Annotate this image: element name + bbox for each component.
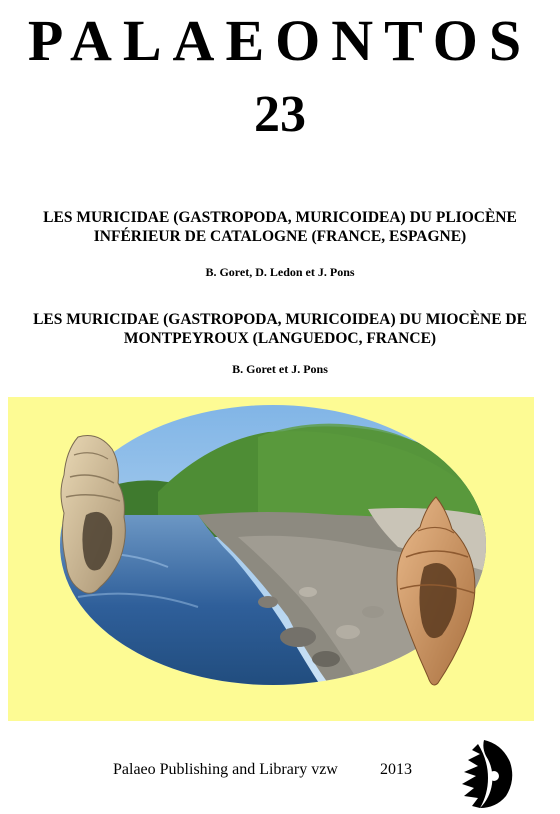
article-1-title	[30, 208, 530, 246]
publisher-name: Palaeo Publishing and Library vzw	[113, 761, 338, 778]
article-2-title-line-1: LES MURICIDAE (GASTROPODA, MURICOIDEA) DU MIOCÈNE DE	[33, 311, 527, 328]
issue-number: 23	[254, 86, 306, 143]
publisher-logo-icon	[456, 738, 516, 810]
article-2-title-line-2: MONTPEYROUX (LANGUEDOC, FRANCE)	[123, 330, 437, 347]
publication-year: 2013	[380, 761, 412, 778]
article-2-authors: B. Goret et J. Pons	[232, 362, 328, 376]
journal-title: PALAEONTOS	[27, 8, 533, 73]
cover-illustration	[8, 397, 534, 721]
article-2-title	[30, 310, 530, 348]
article-1-authors: B. Goret, D. Ledon et J. Pons	[205, 265, 355, 279]
cover-illustration-panel	[8, 397, 534, 721]
article-1-title-line-2: INFÉRIEUR DE CATALOGNE (FRANCE, ESPAGNE)	[93, 228, 467, 245]
article-1-title-line-1: LES MURICIDAE (GASTROPODA, MURICOIDEA) DU PLIOCÈNE	[43, 209, 517, 226]
